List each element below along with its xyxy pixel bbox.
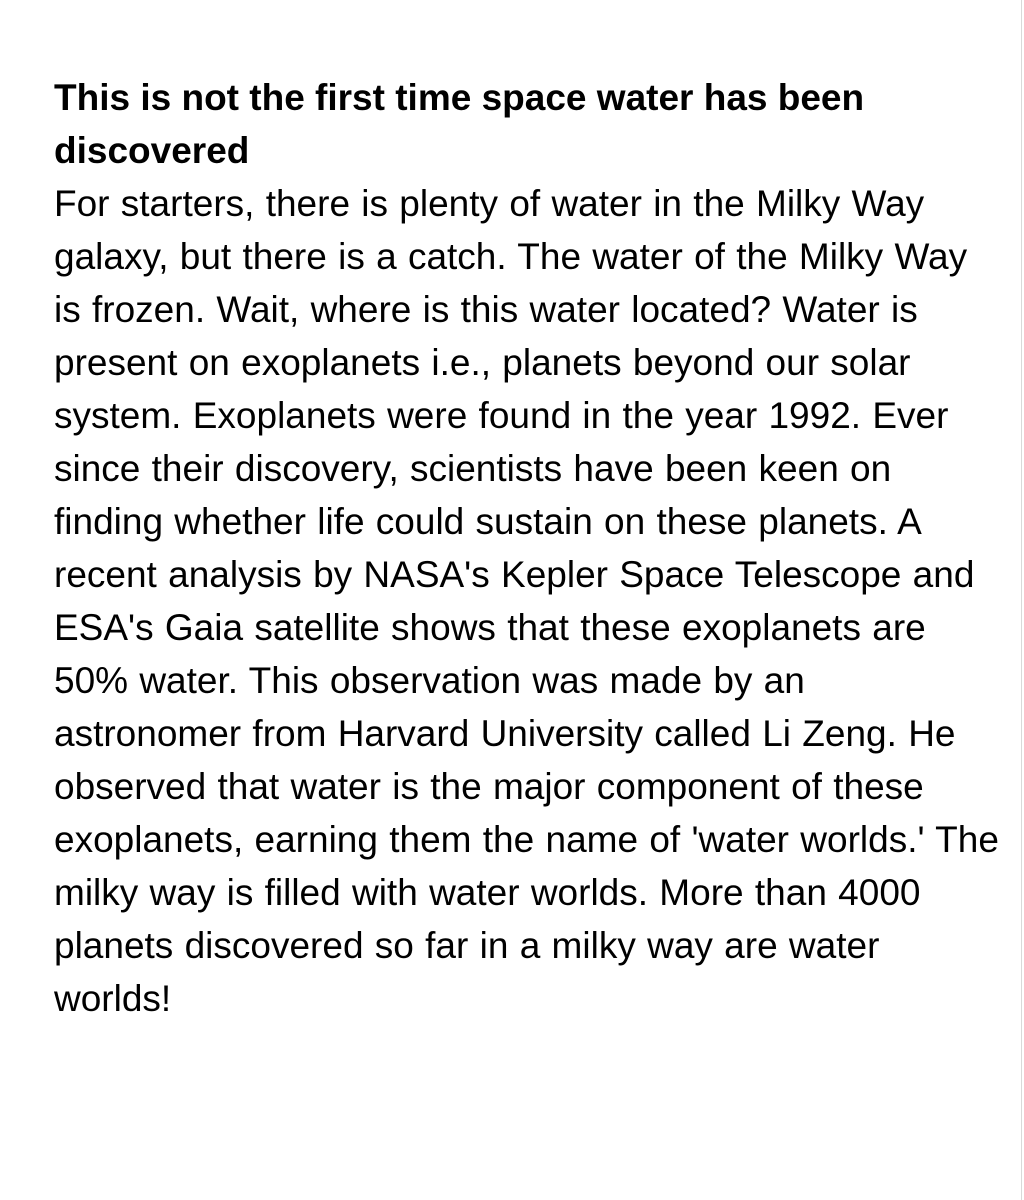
article-body: For starters, there is plenty of water in the Milky Way galaxy, but there is a catch. The water of the Milky Way is frozen. Wait, where is this water located? Water is present on exoplanets i.e., planets beyond our solar system. Exoplanets were found in the year 1992. Ever since their discovery, scientists have been keen on finding whether life could sustain on these planets. A recent analysis by NASA's Kepler Space Telescope and ESA's Gaia satellite shows that these exoplanets are 50% water. This observation was made by an astronomer from Harvard University called Li Zeng. He observed that water is the major component of these exoplanets, earning them the name of 'water worlds.' The milky way is filled with water worlds. More than 4000 planets discovered so far in a milky way are water worlds! (54, 183, 999, 1019)
article (54, 71, 999, 1025)
article-heading: This is not the first time space water has been discovered (54, 77, 865, 171)
right-edge-divider (1021, 0, 1022, 1200)
